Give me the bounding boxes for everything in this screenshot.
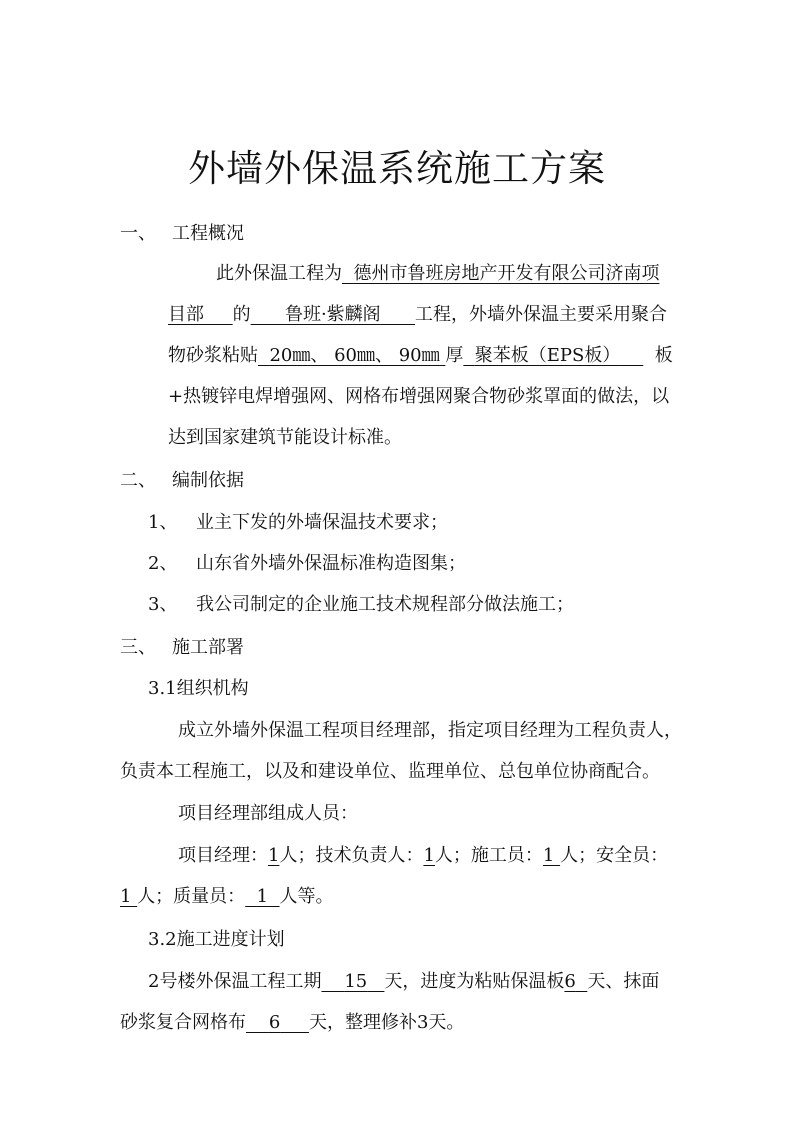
- section-2-heading: [120, 469, 244, 493]
- basis-item-2: 2、 山东省外墙外保温标准构造图集；: [148, 553, 466, 574]
- overview-text: 板: [654, 345, 673, 366]
- overview-line-2: [168, 303, 667, 327]
- constructor-count: 1: [542, 845, 555, 866]
- section-3-title: 施工部署: [172, 637, 244, 658]
- total-duration: 15: [344, 971, 368, 992]
- project-name: 鲁班·紫麟阁: [284, 304, 381, 325]
- organization-line-2: 负责本工程施工，以及和建设单位、监理单位、总包单位协商配合。: [120, 761, 660, 782]
- section-2-title: 编制依据: [172, 470, 244, 491]
- section-2-number: 二、: [120, 470, 156, 491]
- section-3-number: 三、: [120, 637, 156, 658]
- organization-line-1: 成立外墙外保温工程项目经理部，指定项目经理为工程负责人，: [178, 720, 682, 741]
- subsection-3-2-heading: 3.2施工进度计划: [148, 929, 285, 950]
- quality-officer-count: 1: [256, 886, 269, 907]
- technical-lead-count: 1: [423, 845, 435, 866]
- basis-item-3: 3、 我公司制定的企业施工技术规程部分做法施工；: [148, 594, 574, 615]
- section-1-heading: [120, 222, 244, 246]
- project-manager-count: 1: [268, 845, 280, 866]
- basis-item-1: 1、 业主下发的外墙保温技术要求；: [148, 512, 448, 533]
- members-line-1: 项目经理：1人；技术负责人：1人；施工员：1 人；安全员：: [178, 845, 669, 866]
- overview-line-3: [168, 344, 673, 368]
- insulation-material: 聚苯板（EPS板）: [474, 345, 621, 366]
- section-3-heading: [120, 636, 244, 660]
- section-1-title: 工程概况: [172, 223, 244, 244]
- thickness-values: 20㎜、 60㎜、 90㎜: [269, 345, 440, 366]
- section-1-number: 一、: [120, 223, 156, 244]
- members-label: 项目经理部组成人员：: [178, 803, 358, 824]
- board-duration: 6: [564, 971, 576, 992]
- schedule-line-2: 砂浆复合网格布 6 天，整理修补3天。: [120, 1012, 465, 1033]
- mesh-duration: 6: [268, 1012, 281, 1033]
- schedule-line-1: 2号楼外保温工程工期 15 天，进度为粘贴保温板6 天、抹面: [148, 971, 660, 992]
- document-title: 外墙外保温系统施工方案: [188, 147, 606, 190]
- overview-line-4: +热镀锌电焊增强网、网格布增强网聚合物砂浆罩面的做法，以: [168, 386, 670, 407]
- overview-text: 此外保温工程为: [216, 263, 342, 284]
- overview-line-1: [216, 262, 659, 286]
- subsection-3-1-heading: 3.1组织机构: [148, 678, 249, 699]
- overview-line-5: 达到国家建筑节能设计标准。: [168, 427, 402, 448]
- overview-text: 工程，外墙外保温主要采用聚合: [415, 304, 668, 325]
- company-name: 德州市鲁班房地产开发有限公司济南项: [353, 263, 660, 284]
- safety-officer-count: 1: [120, 886, 132, 907]
- department-name: 目部: [168, 304, 204, 325]
- overview-text: 厚: [445, 345, 464, 366]
- overview-text: 物砂浆粘贴: [168, 345, 258, 366]
- members-line-2: 1 人；质量员： 1 人等。: [120, 886, 334, 907]
- overview-text: 的: [232, 304, 251, 325]
